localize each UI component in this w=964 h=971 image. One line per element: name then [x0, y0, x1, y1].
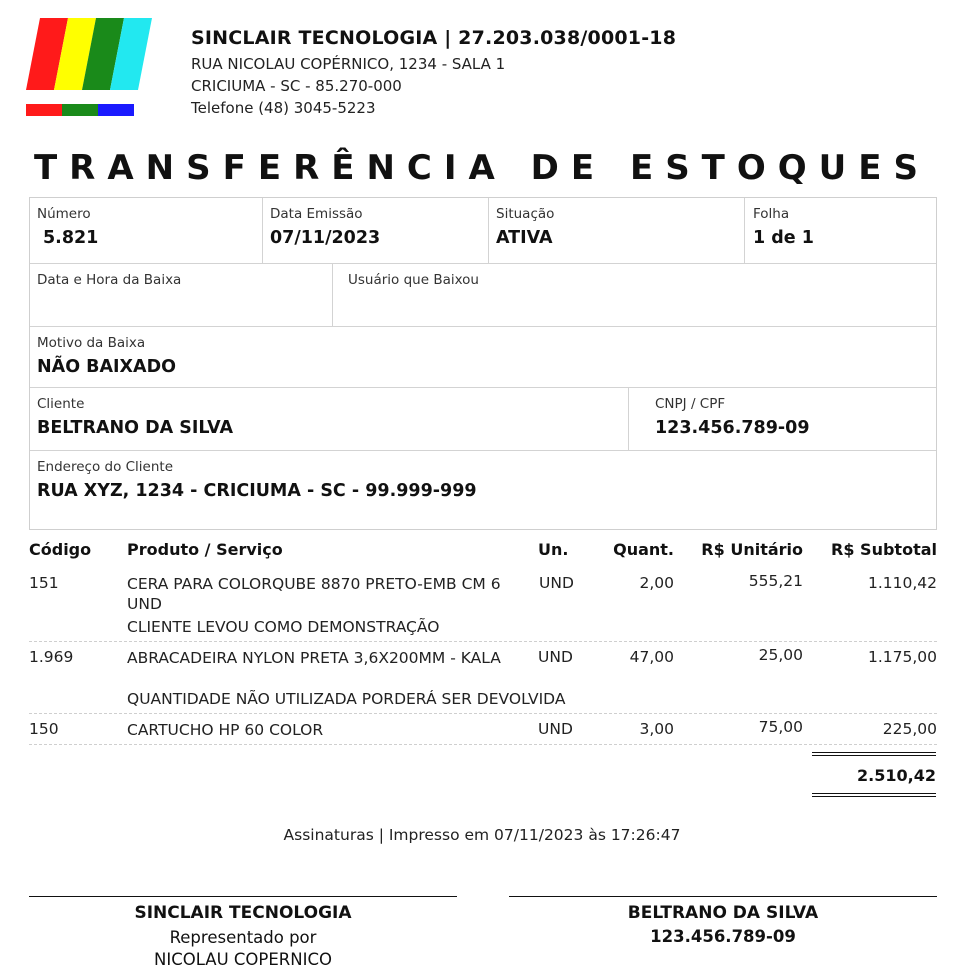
- row-unitario: 75,00: [758, 718, 803, 736]
- signature-left-name: SINCLAIR TECNOLOGIA: [134, 903, 352, 923]
- row-produto: CERA PARA COLORQUBE 8870 PRETO-EMB CM 6 UND: [127, 575, 501, 613]
- row-un: UND: [538, 648, 573, 666]
- signature-right-name: BELTRANO DA SILVA: [627, 903, 819, 923]
- row-quant: 47,00: [629, 648, 674, 666]
- divider: [332, 263, 333, 326]
- row-unitario: 25,00: [758, 646, 803, 664]
- divider: [628, 387, 629, 450]
- signature-left-sub1: Representado por: [169, 928, 317, 947]
- document-info-box: [29, 197, 937, 530]
- numero-cell: [30, 198, 262, 263]
- folha-value: 1 de 1: [753, 228, 814, 248]
- divider: [744, 198, 745, 263]
- printed-timestamp: Assinaturas | Impresso em 07/11/2023 às 17:26:47: [283, 826, 681, 844]
- col-header-subtotal: R$ Subtotal: [831, 540, 937, 559]
- company-address: RUA NICOLAU COPÉRNICO, 1234 - SALA 1: [191, 55, 506, 73]
- row-quant: 2,00: [639, 574, 674, 592]
- col-header-un: Un.: [538, 540, 569, 559]
- row-produto: ABRACADEIRA NYLON PRETA 3,6X200MM - KALA: [127, 649, 501, 667]
- signature-line: [29, 896, 457, 897]
- divider: [488, 198, 489, 263]
- col-header-produto: Produto / Serviço: [127, 540, 283, 559]
- grand-total: 2.510,42: [857, 766, 936, 785]
- emissao-label: Data Emissão: [270, 206, 363, 222]
- situacao-label: Situação: [496, 206, 555, 222]
- row-subtotal: 225,00: [882, 720, 937, 738]
- motivo-cell: [30, 327, 930, 387]
- company-city: CRICIUMA - SC - 85.270-000: [191, 77, 402, 95]
- row-separator: [29, 744, 937, 745]
- emissao-cell: [263, 198, 488, 263]
- usuario-label: Usuário que Baixou: [348, 272, 479, 288]
- company-phone: Telefone (48) 3045-5223: [191, 99, 376, 117]
- signature-right-doc: 123.456.789-09: [650, 927, 796, 946]
- baixa-label: Data e Hora da Baixa: [37, 272, 182, 288]
- row-produto: CARTUCHO HP 60 COLOR: [127, 721, 324, 739]
- row-obs: QUANTIDADE NÃO UTILIZADA PORDERÁ SER DEVOLVIDA: [127, 690, 566, 708]
- motivo-label: Motivo da Baixa: [37, 335, 146, 351]
- divider: [262, 198, 263, 263]
- numero-value: 5.821: [43, 228, 99, 248]
- company-name: SINCLAIR TECNOLOGIA | 27.203.038/0001-18: [191, 27, 677, 49]
- cnpj-cell: [629, 388, 929, 450]
- folha-cell: [745, 198, 935, 263]
- row-separator: [29, 641, 937, 642]
- baixa-cell: [30, 264, 333, 326]
- folha-label: Folha: [753, 206, 790, 222]
- signature-line: [509, 896, 937, 897]
- row-subtotal: 1.110,42: [867, 574, 937, 592]
- signature-left: [29, 896, 457, 971]
- row-codigo: 1.969: [29, 648, 74, 666]
- endereco-label: Endereço do Cliente: [37, 459, 174, 475]
- row-un: UND: [539, 574, 574, 592]
- cnpj-label: CNPJ / CPF: [655, 396, 726, 412]
- company-logo: [26, 18, 154, 118]
- row-codigo: 151: [29, 574, 59, 592]
- cnpj-value: 123.456.789-09: [655, 418, 810, 438]
- row-subtotal: 1.175,00: [867, 648, 937, 666]
- company-header: [191, 27, 676, 121]
- motivo-value: NÃO BAIXADO: [37, 357, 176, 377]
- row-separator: [29, 713, 937, 714]
- usuario-cell: [333, 264, 933, 326]
- total-bottom-rule: [812, 793, 936, 799]
- row-quant: 3,00: [639, 720, 674, 738]
- cliente-label: Cliente: [37, 396, 85, 412]
- col-header-codigo: Código: [29, 540, 92, 559]
- signature-left-sub2: NICOLAU COPERNICO: [154, 950, 332, 969]
- total-top-rule: [812, 752, 936, 758]
- endereco-value: RUA XYZ, 1234 - CRICIUMA - SC - 99.999-999: [37, 481, 477, 501]
- endereco-cell: [30, 451, 930, 529]
- col-header-quant: Quant.: [613, 540, 674, 559]
- row-unitario: 555,21: [748, 572, 803, 590]
- situacao-value: ATIVA: [496, 228, 553, 248]
- situacao-cell: [489, 198, 744, 263]
- row-un: UND: [538, 720, 573, 738]
- cliente-cell: [30, 388, 628, 450]
- document-title: TRANSFERÊNCIA DE ESTOQUES: [33, 148, 930, 188]
- signature-right: [509, 896, 937, 950]
- row-codigo: 150: [29, 720, 59, 738]
- row-obs: CLIENTE LEVOU COMO DEMONSTRAÇÃO: [127, 618, 440, 636]
- cliente-value: BELTRANO DA SILVA: [37, 418, 234, 438]
- emissao-value: 07/11/2023: [270, 228, 381, 248]
- col-header-unitario: R$ Unitário: [701, 540, 803, 559]
- numero-label: Número: [37, 206, 91, 222]
